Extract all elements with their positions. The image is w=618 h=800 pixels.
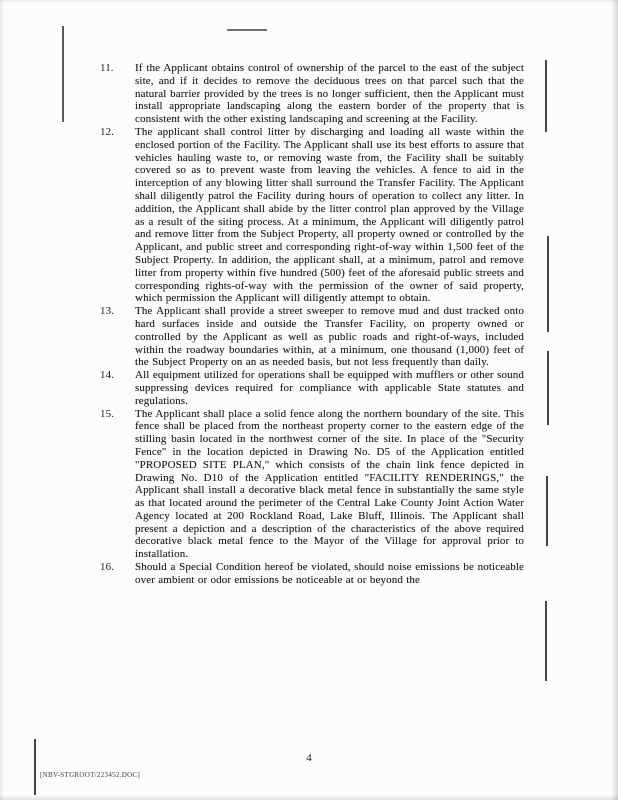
item-text: If the Applicant obtains control of ownership of the parcel to the east of the subject site, and if it decides to remove the deciduous trees on that parcel such that the natural barrier provided by the trees is no longer sufficient, then the Applicant must install appropriate landscaping along the eastern border of the property that is consistent with the other existing landscaping and screening at the Facility. [135,62,524,126]
scan-edge-left [0,0,4,800]
item-text: The Applicant shall provide a street sweeper to remove mud and dust tracked onto hard surfaces inside and outside the Transfer Facility, on property owned or controlled by the Applicant as well as public roads and right-of-ways, included within the roadway boundaries within, at a minimum, one thousand (1,000) feet of the Subject Property on an as needed basis, but not less frequently than daily. [135,305,524,369]
list-item-14 [100,369,524,407]
scan-edge-top [0,0,618,3]
item-text: The Applicant shall place a solid fence along the northern boundary of the site. This fence shall be placed from the northeast property corner to the eastern edge of the stilling basin located in the northwest corner of the site. In place of the "Security Fence" in the location depicted in Drawing No. D5 of the Application entitled "PROPOSED SITE PLAN," which consists of the chain link fence depicted in Drawing No. D10 of the Application entitled "FACILITY RENDERINGS," the Applicant shall install a decorative black metal fence in substantially the same style as that located around the perimeter of the Central Lake County Joint Action Water Agency located at 200 Rockland Road, Lake Bluff, Illinois. The Applicant shall present a depiction and a description of the characteristics of the above required decorative black metal fence to the Mayor of the Village for approval prior to installation. [135,407,524,561]
scan-artifact-top-line [227,29,267,31]
list-item-13 [100,305,524,369]
item-text: All equipment utilized for operations shall be equipped with mufflers or other sound suppressing devices required for compliance with applicable State statutes and regulations. [135,369,524,407]
item-number: 12. [100,125,115,138]
scan-artifact-right-margin-1 [545,60,547,132]
scan-edge-bottom [0,795,618,800]
conditions-list [100,62,524,587]
scan-artifact-bottom-left [34,739,36,795]
footer-reference: [NBV-STGROOT/223452.DOC] [40,771,141,779]
list-item-11 [100,62,524,126]
scan-artifact-right-margin-3 [547,351,549,425]
scan-artifact-left-margin [62,26,64,122]
item-number: 16. [100,561,115,574]
item-number: 13. [100,305,115,318]
scan-artifact-right-margin-5 [545,601,547,681]
item-number: 14. [100,369,115,382]
item-number: 15. [100,407,115,420]
scan-artifact-right-margin-2 [547,236,549,332]
page-number: 4 [306,752,312,764]
scan-edge-right [611,0,618,800]
list-item-16 [100,561,524,587]
list-item-12 [100,126,524,305]
item-text: The applicant shall control litter by discharging and loading all waste within the enclosed portion of the Facility. The Applicant shall use its best efforts to assure that vehicles hauling waste to, or removing waste from, the Facility shall be suitably covered so as to prevent waste from leaving the vehicles. A fence to aid in the interception of any blowing litter shall surround the Transfer Facility. The Applicant shall diligently patrol the Facility during hours of operation to collect any litter. In addition, the Applicant shall abide by the litter control plan approved by the Village as a result of the siting process. At a minimum, the Applicant will diligently patrol and remove litter from the Subject Property, all property owned or controlled by the Applicant, and public street and corresponding right-of-way within 1,500 feet of the Subject Property. In addition, the applicant shall, at a minimum, patrol and remove litter from property within five hundred (500) feet of the aforesaid public streets and corresponding rights-of-way with the permission of the owner of said property, which permission the Applicant will diligently attempt to obtain. [135,125,524,305]
scan-artifact-right-margin-4 [546,476,548,546]
list-item-15 [100,408,524,562]
item-text: Should a Special Condition hereof be violated, should noise emissions be noticeable over ambient or odor emissions be noticeable at or beyond the [135,561,524,586]
item-number: 11. [100,62,114,74]
